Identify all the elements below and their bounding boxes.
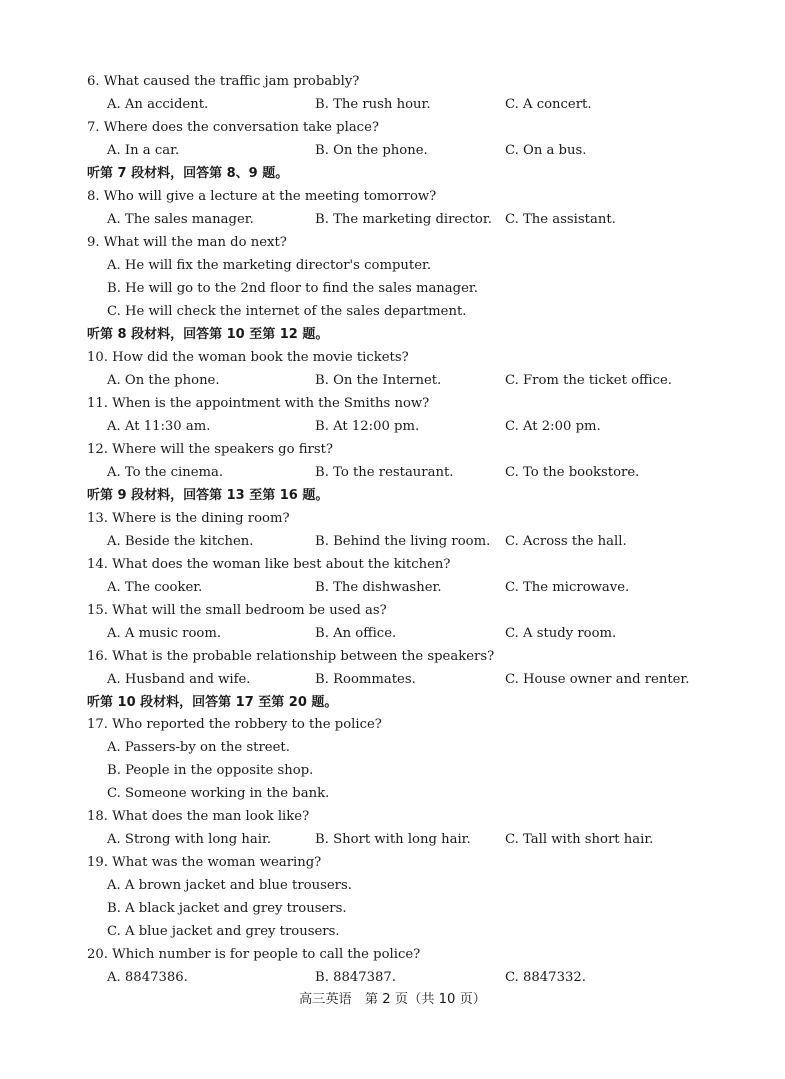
option-a: A. The sales manager. [107,212,254,227]
option-c: C. Across the hall. [505,534,627,549]
section-heading-9: 听第 9 段材料，回答第 13 至第 16 题。 [87,488,329,503]
option-b: B. Roommates. [315,672,416,687]
option-19c-line [0,920,785,943]
option-c: C. Someone working in the bank. [107,786,330,801]
option-a: A. Passers-by on the street. [107,740,290,755]
option-b: B. 8847387. [315,970,396,985]
section-heading-7: 听第 7 段材料，回答第 8、9 题。 [87,166,289,181]
section-heading-10: 听第 10 段材料，回答第 17 至第 20 题。 [87,695,338,710]
question-15: 15. What will the small bedroom be used as? [87,603,387,618]
option-c: C. A study room. [505,626,617,641]
option-b: B. A black jacket and grey trousers. [107,901,347,916]
option-b: B. He will go to the 2nd floor to find the sales manager. [107,281,478,296]
option-a: A. Husband and wife. [107,672,251,687]
question-14: 14. What does the woman like best about the kitchen? [87,557,451,572]
option-b: B. Behind the living room. [315,534,491,549]
option-17c-line [0,782,785,805]
option-a: A. At 11:30 am. [107,419,211,434]
option-b: B. At 12:00 pm. [315,419,420,434]
option-b: B. To the restaurant. [315,465,454,480]
question-17: 17. Who reported the robbery to the police? [87,717,382,732]
option-a: A. In a car. [107,143,180,158]
option-a: A. To the cinema. [107,465,224,480]
question-7: 7. Where does the conversation take place? [87,120,379,135]
option-17b-line [0,759,785,782]
page-footer: 高三英语 第 2 页（共 10 页） [298,992,486,1007]
option-a: A. Beside the kitchen. [107,534,254,549]
options-6 [0,93,785,116]
option-c: C. House owner and renter. [505,672,690,687]
option-a: A. 8847386. [107,970,188,985]
option-c: C. To the bookstore. [505,465,640,480]
option-c: C. From the ticket office. [505,373,672,388]
option-c: C. The assistant. [505,212,616,227]
option-c: C. Tall with short hair. [505,832,654,847]
section-heading-8: 听第 8 段材料，回答第 10 至第 12 题。 [87,327,329,342]
option-b: B. Short with long hair. [315,832,471,847]
question-9: 9. What will the man do next? [87,235,287,250]
question-10: 10. How did the woman book the movie tickets? [87,350,409,365]
option-c: C. At 2:00 pm. [505,419,601,434]
options-7 [0,139,785,162]
options-11 [0,415,785,438]
option-a: A. A music room. [107,626,222,641]
question-16: 16. What is the probable relationship between the speakers? [87,649,495,664]
question-8: 8. Who will give a lecture at the meeting tomorrow? [87,189,437,204]
options-14 [0,576,785,599]
option-19b-line [0,897,785,920]
option-b: B. On the phone. [315,143,428,158]
question-12: 12. Where will the speakers go first? [87,442,333,457]
option-19a-line [0,874,785,897]
options-8 [0,208,785,231]
option-c: C. A concert. [505,97,592,112]
question-11: 11. When is the appointment with the Smiths now? [87,396,430,411]
question-20: 20. Which number is for people to call the police? [87,947,421,962]
options-15 [0,622,785,645]
options-10 [0,369,785,392]
option-a: A. On the phone. [107,373,220,388]
option-17a-line [0,736,785,759]
option-c: C. 8847332. [505,970,586,985]
option-9b-line [0,277,785,300]
options-12 [0,461,785,484]
options-20 [0,966,785,989]
options-18 [0,828,785,851]
option-a: A. The cooker. [107,580,203,595]
option-c: C. The microwave. [505,580,630,595]
option-a: A. A brown jacket and blue trousers. [107,878,352,893]
question-6: 6. What caused the traffic jam probably? [87,74,360,89]
question-13: 13. Where is the dining room? [87,511,290,526]
option-b: B. An office. [315,626,397,641]
option-b: B. People in the opposite shop. [107,763,314,778]
option-b: B. On the Internet. [315,373,442,388]
option-9a-line [0,254,785,277]
option-c: C. A blue jacket and grey trousers. [107,924,340,939]
option-a: A. An accident. [107,97,209,112]
option-9c-line [0,300,785,323]
option-a: A. He will fix the marketing director's computer. [107,258,432,273]
question-19: 19. What was the woman wearing? [87,855,322,870]
options-13 [0,530,785,553]
option-c: C. On a bus. [505,143,587,158]
option-b: B. The dishwasher. [315,580,442,595]
option-a: A. Strong with long hair. [107,832,272,847]
option-b: B. The rush hour. [315,97,431,112]
question-18: 18. What does the man look like? [87,809,310,824]
options-16 [0,668,785,691]
option-b: B. The marketing director. [315,212,492,227]
option-c: C. He will check the internet of the sales department. [107,304,467,319]
